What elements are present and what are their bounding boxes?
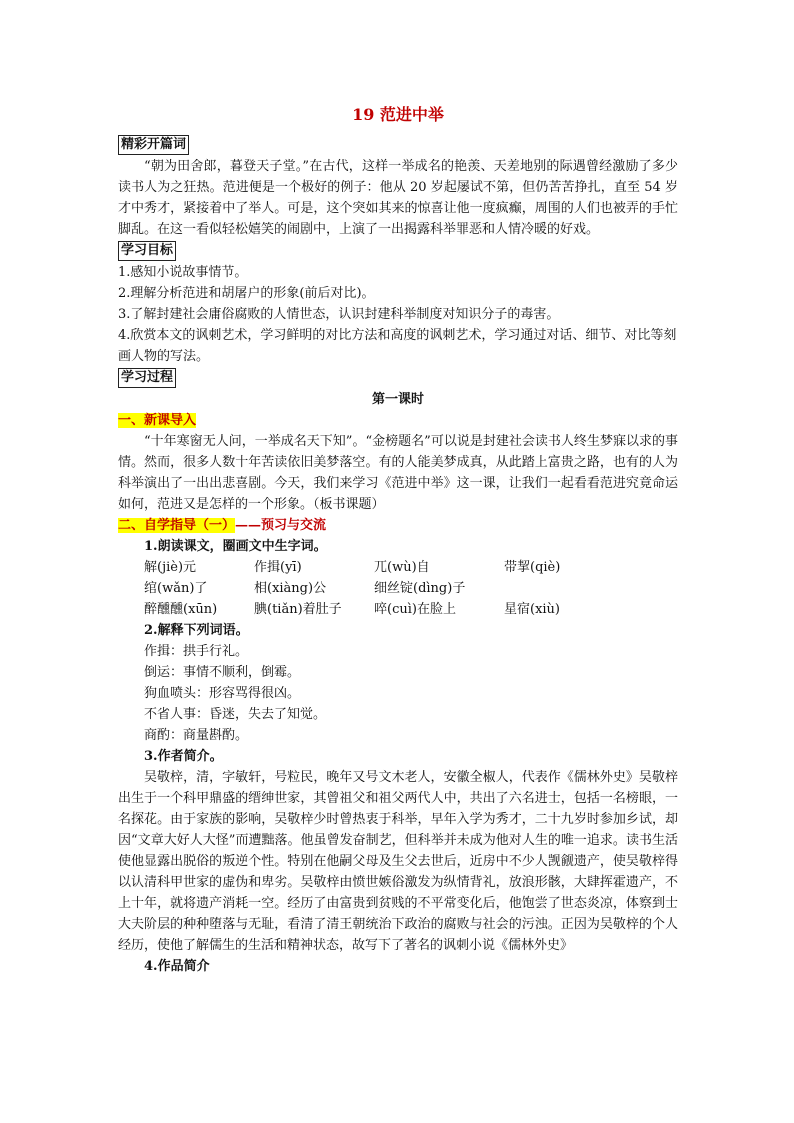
section-label-opening: 精彩开篇词 [118, 135, 189, 155]
goal-item: 3.了解封建社会庸俗腐败的人情世态，认识封建科举制度对知识分子的毒害。 [118, 307, 560, 322]
lesson-title: 第一课时 [371, 392, 424, 407]
vocab-row [118, 557, 678, 578]
vocab-item: 醉醺醺(xūn) [144, 602, 218, 617]
vocab-item [504, 578, 614, 599]
section-label-goals: 学习目标 [118, 241, 176, 261]
vocab-item: 作揖(yī) [254, 560, 302, 575]
definition-item: 狗血喷头：形容骂得很凶。 [144, 686, 301, 701]
vocab-row [118, 599, 678, 620]
vocab-item: 腆(tiǎn)着肚子 [254, 602, 342, 617]
vocab-item: 星宿(xiù) [504, 602, 561, 617]
question-2-label: 2.解释下列词语。 [144, 623, 249, 638]
definition-item: 作揖：拱手行礼。 [144, 644, 249, 659]
goal-item: 2.理解分析范进和胡屠户的形象(前后对比)。 [118, 286, 375, 301]
intro-paragraph: “十年寒窗无人问，一举成名天下知”。“金榜题名”可以说是封建社会读书人终生梦寐以求的事情。然而，很多人数十年苦读依旧美梦落空。有的人能美梦成真，从此踏上富贵之路，也有的人为科举演出了一出出悲喜剧。今天，我们来学习《范进中举》这一课，让我们一起看看范进究竟命运如何，范进又是怎样的一个形象。（板书课题） [118, 434, 678, 512]
author-paragraph: 吴敬梓，清，字敏轩，号粒民，晚年又号文木老人，安徽全椒人，代表作《儒林外史》吴敬梓出生于一个科甲鼎盛的缙绅世家，其曾祖父和祖父两代人中，共出了六名进士，包括一名榜眼，一名探花。由于家族的影响，吴敬梓少时曾热衷于科举，早年入学为秀才，二十九岁时参加乡试，却因“文章大好人大怪”而遭黜落。他虽曾发奋制艺，但科举并未成为他对人生的唯一追求。读书生活使他显露出脱俗的叛逆个性。特别在他嗣父母及生父去世后，近房中不少人觊觎遗产，使吴敬梓得以认清科甲世家的虚伪和卑劣。吴敬梓由愤世嫉俗激发为纵情背礼，放浪形骸，大肆挥霍遗产，不上十年，就将遗产消耗一空。经历了由富贵到贫贱的不平常变化后，他饱尝了世态炎凉，体察到士大夫阶层的种种堕落与无耻，看清了清王朝统治下政治的腐败与社会的污浊。正因为吴敬梓的个人经历，使他了解儒生的生活和精神状态，故写下了著名的讽刺小说《儒林外史》 [118, 770, 678, 953]
vocab-item: 细丝锭(dìng)子 [374, 581, 466, 596]
question-3-label: 3.作者简介。 [144, 749, 223, 764]
goal-item: 4.欣赏本文的讽刺艺术，学习鲜明的对比方法和高度的讽刺艺术，学习通过对话、细节、对比等刻画人物的写法。 [118, 328, 677, 364]
definition-item: 商酌：商量斟酌。 [144, 728, 249, 743]
question-1-label: 1.朗读课文，圈画文中生字词。 [144, 539, 327, 554]
document-page [118, 104, 678, 977]
vocab-item: 啐(cuì)在脸上 [374, 602, 456, 617]
goal-item: 1.感知小说故事情节。 [118, 265, 248, 280]
page-title: 19 范进中举 [352, 105, 444, 124]
definition-item: 不省人事：昏迷，失去了知觉。 [144, 707, 327, 722]
vocab-item: 相(xiàng)公 [254, 581, 327, 596]
vocab-row [118, 578, 678, 599]
vocab-item: 兀(wù)自 [374, 560, 430, 575]
section-label-process: 学习过程 [118, 368, 176, 388]
vocab-item: 解(jiè)元 [144, 560, 197, 575]
vocab-item: 绾(wǎn)了 [144, 581, 208, 596]
definition-item: 倒运：事情不顺利，倒霉。 [144, 665, 301, 680]
vocab-item: 带挈(qiè) [504, 560, 561, 575]
opening-paragraph: “朝为田舍郎，暮登天子堂。”在古代，这样一举成名的艳羡、天差地别的际遇曾经激励了多少读书人为之狂热。范进便是一个极好的例子：他从 20 岁起屡试不第，但仍苦苦挣扎，直至 54 岁才中秀才，紧接着中了举人。可是，这个突如其来的惊喜让他一度疯癫，周围的人们也被弄的手忙脚乱。在这一看似轻松嬉笑的闹剧中，上演了一出揭露科举罪恶和人情冷暖的好戏。 [118, 159, 678, 237]
part1-heading: 一、新课导入 [118, 413, 197, 428]
part2-heading: 二、自学指导（一） [118, 518, 236, 533]
part2-subheading: ——预习与交流 [235, 518, 327, 533]
question-4-label: 4.作品简介 [144, 959, 210, 974]
